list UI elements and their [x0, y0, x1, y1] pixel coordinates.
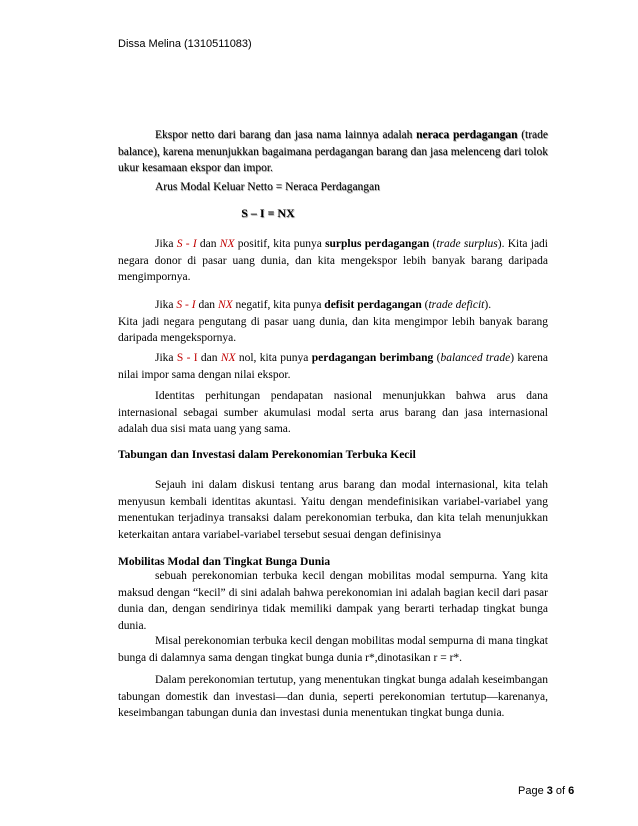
- text: (trade balance), karena menunjukkan bagaimana perdagangan barang dan jasa melenceng dari tolok ukur kesamaan ekspor dan impor.: [118, 129, 549, 174]
- paragraph-misal: [118, 633, 548, 666]
- page-header-author: Dissa Melina (1310511083): [118, 38, 252, 50]
- text: Arus Modal Keluar Netto = Neraca Perdagangan: [155, 181, 380, 193]
- paragraph-surplus: [118, 236, 548, 286]
- symbol-s-i: S - I: [176, 352, 198, 364]
- term-defisit: defisit perdagangan: [324, 299, 422, 311]
- text: (: [433, 352, 441, 364]
- term-balanced-trade: balanced trade: [440, 352, 511, 364]
- text: Misal perekonomian terbuka kecil dengan mobilitas modal sempurna di mana tingkat bunga di dalamnya sama dengan tingkat bunga dunia r*,dinotasikan r = r*.: [118, 635, 548, 664]
- text: Jika: [155, 352, 177, 364]
- symbol-nx: NX: [217, 299, 233, 311]
- symbol-s-i: S - I: [176, 299, 196, 311]
- symbol-s-i: S - I: [176, 238, 197, 250]
- symbol-nx: NX: [219, 238, 235, 250]
- text: sebuah perekonomian terbuka kecil dengan mobilitas modal sempurna. Yang kita maksud dengan “kecil” di sini adalah bahwa perekonomian ini adalah bagian kecil dari pasar dunia dan, dengan sendirinya tidak memiliki dampak yang berarti terhadap tingkat bunga dunia.: [118, 570, 548, 632]
- term-berimbang: perdagangan berimbang: [311, 352, 434, 364]
- text: Ekspor netto dari barang dan jasa nama lainnya adalah: [155, 129, 417, 141]
- section-title: Mobilitas Modal dan Tingkat Bunga Dunia: [118, 556, 331, 568]
- equation: S – I = NX: [241, 206, 295, 220]
- term-neraca-perdagangan: neraca perdagangan: [416, 129, 518, 141]
- text: Page: [518, 785, 547, 797]
- paragraph-perekonomian-kecil: [118, 568, 548, 634]
- paragraph-trade-balance: [118, 127, 548, 177]
- paragraph-balanced: [118, 350, 548, 383]
- text: negatif, kita punya: [232, 299, 325, 311]
- text: ). Kita jadi negara donor di pasar uang dunia, dan kita mengekspor lebih banyak barang daripada mengimpornya.: [118, 238, 548, 283]
- heading-tabungan-investasi: [118, 447, 548, 464]
- text: Dalam perekonomian tertutup, yang menentukan tingkat bunga adalah keseimbangan tabungan domestik dan investasi—dan dunia, seperti perekonomian tertutup—karenanya, keseimbangan tabungan dunia dan investasi dunia menentukan tingkat bunga dunia.: [118, 674, 548, 719]
- page-footer: [518, 785, 574, 797]
- text: positif, kita punya: [234, 238, 326, 250]
- paragraph-identity: [118, 388, 548, 438]
- text: dan: [197, 352, 221, 364]
- text: Kita jadi negara pengutang di pasar uang dunia, dan kita mengimpor lebih banyak barang daripada mengekspornya.: [118, 315, 548, 344]
- page-number: 3: [546, 785, 553, 797]
- paragraph-tertutup: [118, 672, 548, 722]
- text: nol, kita punya: [235, 352, 312, 364]
- term-trade-surplus: trade surplus: [436, 238, 498, 250]
- text: ) karena nilai impor sama dengan nilai ekspor.: [118, 352, 548, 381]
- term-trade-deficit: trade deficit: [428, 299, 485, 311]
- symbol-nx: NX: [220, 352, 236, 364]
- text: Jika: [155, 299, 177, 311]
- paragraph-capital-outflow: [118, 179, 548, 196]
- text: Jika: [155, 238, 177, 250]
- paragraph-sejauh: [118, 477, 548, 543]
- text: ).: [484, 299, 492, 311]
- text: dan: [195, 299, 218, 311]
- section-title: Tabungan dan Investasi dalam Perekonomian Terbuka Kecil: [118, 449, 416, 461]
- text: dan: [196, 238, 220, 250]
- text: Sejauh ini dalam diskusi tentang arus barang dan modal internasional, kita telah menyusun kembali identitas akuntasi. Yaitu dengan mendefinisikan variabel-variabel yang menentukan terjadinya transaksi dalam perekonomian terbuka, dan kita telah menunjukkan keterkaitan antara variabel-variabel tersebut sesuai dengan definisinya: [118, 479, 548, 541]
- text: Identitas perhitungan pendapatan nasional menunjukkan bahwa arus dana internasional sebagai sumber akumulasi modal serta arus barang dan jasa internasional adalah dua sisi mata uang yang sama.: [118, 390, 548, 435]
- text: of: [552, 785, 569, 797]
- page-total: 6: [568, 785, 575, 797]
- text: (: [421, 299, 429, 311]
- paragraph-deficit: [118, 297, 548, 347]
- text: (: [429, 238, 437, 250]
- term-surplus: surplus perdagangan: [325, 238, 430, 250]
